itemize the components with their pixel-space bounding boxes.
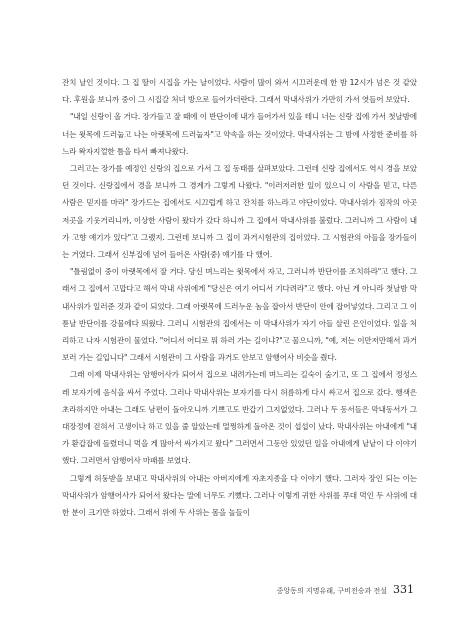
paragraph-6: 그렇게 허둥받을 보내고 막내사위의 아내는 아버지에게 자초지종을 다 이야기 했다. 그러자 장인 되는 이는 막내사위가 암행어사가 되어서 왔다는 말에 너무도 기뻤다. 그러나 이렇게 귀한 사위를 푸대 먹인 두 사위에 대한 분이 크기만 하였다. 그래서 위에 두 사위는 몸을 놀들이 bbox=[62, 473, 417, 518]
paragraph-5: 그래 이제 막내사위는 암행어사가 되어서 집으로 내려가는데 며느리는 길숙이 숨기고, 또 그 집에서 정성스레 보자기에 음식을 싸서 주었다. 그러나 막내사위는 보자기를 다시 허름하게 다시 싸고서 집으로 갔다. 행색은 초라하지만 아내는 그래도 남편이 돌아오니까 기쁘고도 반갑기 그지없었다. 그러나 두 동서들은 막내동서가 그 대장정에 걷혀서 고생이나 하고 있을 줄 알았는데 멀쩡하게 돌아온 것이 섭섭이 났다. 막내사위는 아내에게 "내가 환갑잡에 들렸더니 먹을 게 많아서 싸가지고 왔다" 그러면서 그동안 있었던 일을 아내에게 낱낱이 다 이야기했다. 그러면서 암행어사 마패를 보였다. bbox=[62, 370, 417, 466]
page-footer bbox=[277, 583, 414, 596]
paragraph-2: "내일 신랑이 올 거다. 장가들고 잘 때에 이 반단이에 내가 들어가서 있을 테니 너는 신랑 집에 가서 첫날밤에 너는 윗목에 드러눕고 나는 아랫목에 드러눕자"고 약속을 하는 것이었다. 막내사위는 그 밤에 사정한 준비를 하느라 왁자지껄한 틈을 타서 빠져나왔다. bbox=[62, 112, 417, 156]
paragraph-3: 그러고는 장가를 예정인 신랑의 집으로 가서 그 집 동태를 살펴보았다. 그런데 신랑 집에서도 역시 경을 보았던 것이다. 신랑집에서 경을 보니까 그 경계가 그렇게 나왔다. "이러저러한 일이 있으니 이 사람을 믿고, 다른 사람은 믿지를 마라" 장가드는 집에서도 시끄럽게 하고 잔치를 하느라고 야단이었다. 막내사위가 짐작의 아곳저곳을 기웃거리니까, 이상한 사람이 왔다가 갔다 하니까 그 집에서 막내사위를 불렀다. 그러니까 그 사람이 내가 고향 얘기가 있다"고 그랬지. 그런데 보니까 그 집이 과거시험관의 집이었다. 그 시험관의 아들을 장가들이는 거였다. 그래서 신부집에 넘어 들어온 사람(중) 얘기를 다 했어. bbox=[62, 164, 417, 260]
body-text bbox=[62, 74, 417, 521]
paragraph-1: 잔치 날인 것이다. 그 집 딸이 시집을 가는 날이었다. 사람이 많이 와서 시끄러운데 한 밤 12시가 넘은 것 같았다. 후원을 보니까 중이 그 시집갈 처녀 방으로 들어가더란다. 그래서 막내사위가 가만히 가서 엿들어 보았다. bbox=[62, 78, 417, 105]
page-number: 331 bbox=[393, 583, 414, 596]
paragraph-4: "틀림없이 중이 아랫목에서 잘 거다. 당신 며느리는 윗목에서 자고, 그러니까 반단이를 조치하라"고 했다. 그래서 그 집에서 고맙다고 해서 막내 사위에게 "당신은 여기 어디서 기다려라"고 했다. 아닌 게 아니라 첫날밤 막내사위가 일러준 것과 같이 되었다. 그래 아랫목에 드러누운 놈을 잡아서 반단이 안에 잡어넣었다. 그리고 그 이튿날 반단이를 강물에다 띄웠다. 그러니 시험관의 집에서는 이 막내사위가 자기 아들 살린 은인이었다. 일을 처리하고 나자 시험관이 물었다. "어디서 어디로 뭐 하러 가는 길이냐?"고 물으니까, "예, 저는 이만저만해서 과거 보러 가는 길입니다" 그래서 시험관이 그 사람을 과거도 안보고 암행어사 비슷을 줬다. bbox=[62, 267, 417, 363]
running-title: 중앙동의 지명유래, 구비전승과 전설 bbox=[276, 587, 387, 595]
